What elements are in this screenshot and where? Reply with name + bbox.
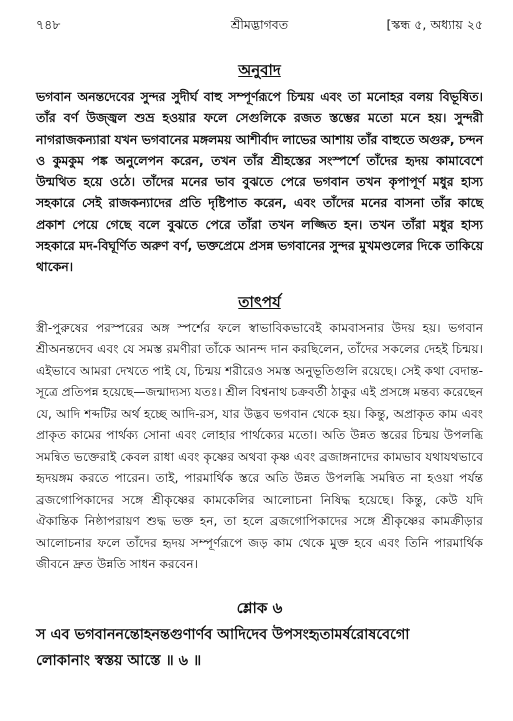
book-title: শ্রীমদ্ভাগবত <box>230 17 289 32</box>
translation-text: ভগবান অনন্তদেবের সুন্দর সুদীর্ঘ বাহু সম্পূর্ণরূপে চিন্ময় এবং তা মনোহর বলয় বিভূষিত। তাঁর বর্ণ উজ্জ্বল শুভ্র হওয়ার ফলে সেগুলিকে রজত স্তম্ভের মতো মনে হয়। সুন্দরী নাগরাজকন্যারা যখন ভগবানের মঙ্গলময় আশীর্বাদ লাভের আশায় তাঁর বাহুতে অগুরু, চন্দন ও কুমকুম পঙ্ক অনুলেপন করেন, তখন তাঁর শ্রীহস্তের সংস্পর্শে তাঁদের হৃদয় কামাবেশে উন্মথিত হয়ে ওঠে। তাঁদের মনের ভাব বুঝতে পেরে ভগবান তখন কৃপাপূর্ণ মধুর হাস্য সহকারে সেই রাজকন্যাদের প্রতি দৃষ্টিপাত করেন, এবং তাঁদের মনের বাসনা তাঁর কাছে প্রকাশ পেয়ে গেছে বলে বুঝতে পেরে তাঁরা তখন লজ্জিত হন। তখন তাঁরা মধুর হাস্য সহকারে মদ-বিঘূর্ণিত অরুণ বর্ণ, ভক্তপ্রেমে প্রসন্ন ভগবানের সুন্দর মুখমণ্ডলের দিকে তাকিয়ে থাকেন। <box>36 89 483 275</box>
purport-text: স্ত্রী-পুরুষের পরস্পরের অঙ্গ স্পর্শের ফলে স্বাভাবিকভাবেই কামবাসনার উদয় হয়। ভগবান শ্রীঅনন্তদেব এবং যে সমস্ত রমণীরা তাঁকে আনন্দ দান করছিলেন, তাঁদের সকলের দেহই চিন্ময়। এইভাবে আমরা দেখতে পাই যে, চিন্ময় শরীরেও সমস্ত অনুভূতিগুলি রয়েছে। সেই কথা বেদান্ত-সূত্রে প্রতিপন্ন হয়েছে—জন্মাদ্যস্য যতঃ। শ্রীল বিশ্বনাথ চক্রবর্তী ঠাকুর এই প্রসঙ্গে মন্তব্য করেছেন যে, আদি শব্দটির অর্থ হচ্ছে আদি-রস, যার উদ্ভব ভগবান থেকে হয়। কিন্তু, অপ্রাকৃত কাম এবং প্রাকৃত কামের পার্থক্য সোনা এবং লোহার পার্থক্যের মতো। অতি উন্নত স্তরের চিন্ময় উপলব্ধি সমন্বিত ভক্তেরাই কেবল রাধা এবং কৃষ্ণের অথবা কৃষ্ণ এবং ব্রজাঙ্গনাদের কামভাব যথাযথভাবে হৃদয়ঙ্গম করতে পারেন। তাই, পারমার্থিক স্তরে অতি উন্নত উপলব্ধি সমন্বিত না হওয়া পর্যন্ত ব্রজগোপিকাদের সঙ্গে শ্রীকৃষ্ণের কামকেলির আলোচনা নিষিদ্ধ হয়েছে। কিন্তু, কেউ যদি ঐকান্তিক নিষ্ঠাপরায়ণ শুদ্ধ ভক্ত হন, তা হলে ব্রজগোপিকাদের সঙ্গে শ্রীকৃষ্ণের কামক্রীড়ার আলোচনার ফলে তাঁদের হৃদয় সম্পূর্ণরূপে জড় কাম থেকে মুক্ত হবে এবং তিনি পারমার্থিক জীবনে দ্রুত উন্নতি সাধন করবেন। <box>36 320 483 572</box>
page-header <box>36 14 483 36</box>
canto-chapter: [স্কন্ধ ৫, অধ্যায় ২৫ <box>386 17 483 32</box>
translation-heading: অনুবাদ <box>238 61 281 79</box>
verse-line-2: লোকানাং স্বস্তয় আস্তে ॥ ৬ ॥ <box>36 652 202 669</box>
purport-heading: তাৎপর্য <box>238 292 281 311</box>
verse-heading: শ্লোক ৬ <box>236 598 283 617</box>
verse-line-1: স এব ভগবাননন্তোহনন্তগুণার্ণব আদিদেব উপসংহৃতামর্ষরোষবেগো <box>36 626 410 643</box>
page-number: ৭৪৮ <box>36 17 61 32</box>
